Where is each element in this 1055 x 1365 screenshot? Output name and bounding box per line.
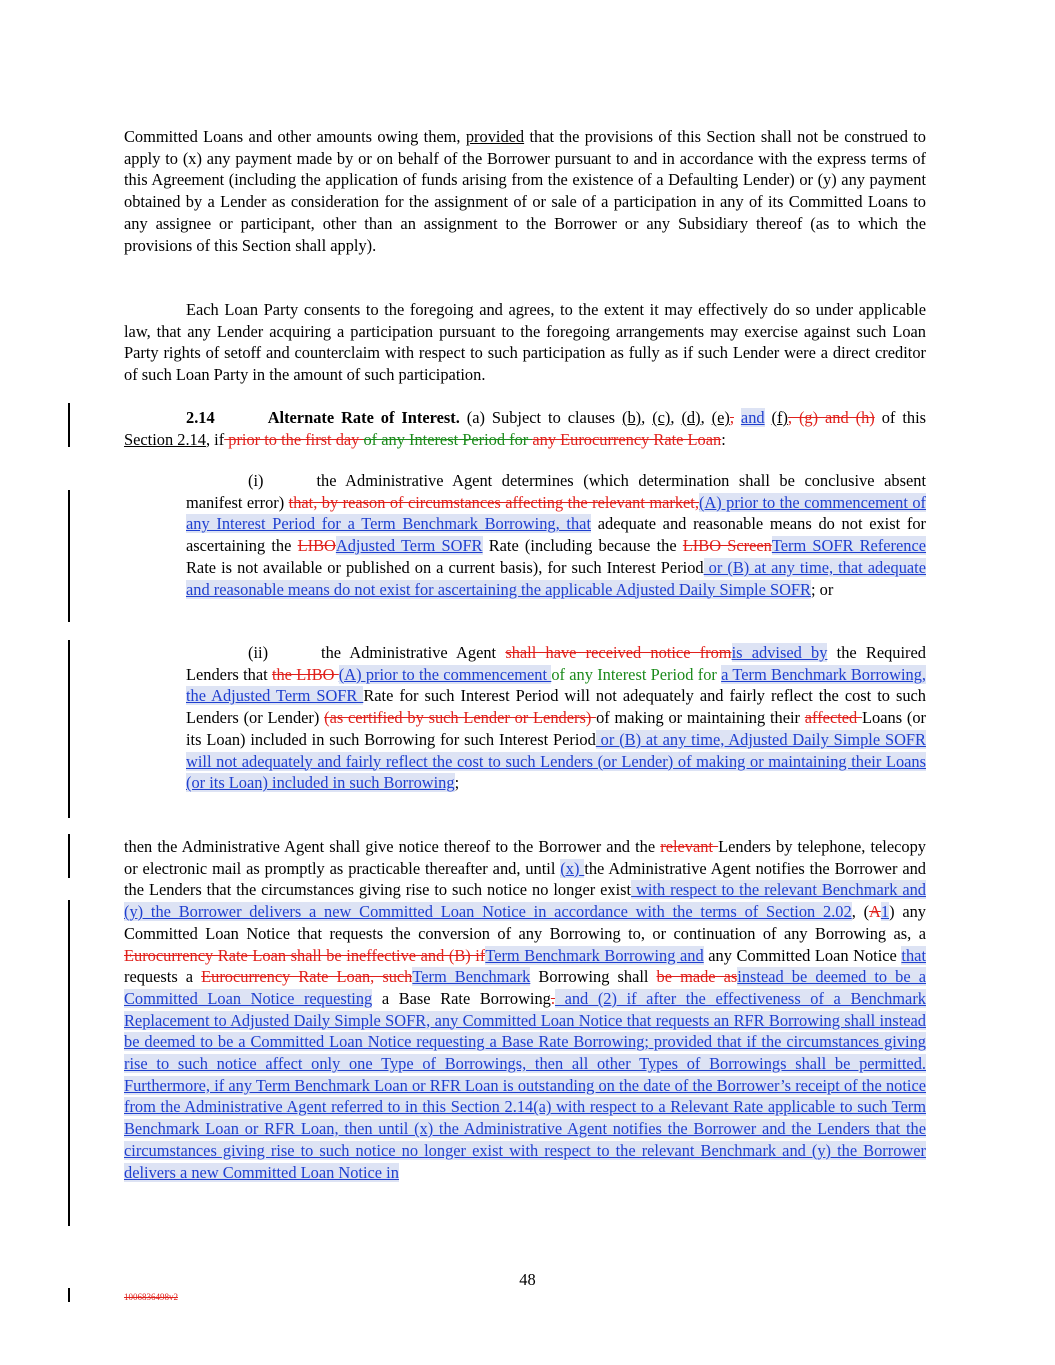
deletion: prior to the first day <box>224 429 364 449</box>
insertion: (A) prior to the commencement <box>338 664 552 684</box>
insertion: or (B) at any time, Adjusted Daily Simple SOFR will not adequately and fairly reflect the cost to such Lenders (or Lender) of making or maintaining their Loans (or its Loan) included in such Borrowing <box>186 729 926 793</box>
deletion: relevant <box>660 837 719 856</box>
deletion: that, by reason of circumstances affecting the relevant market, <box>288 492 699 512</box>
deletion: shall have received notice from <box>505 643 732 662</box>
deletion: A <box>869 902 881 922</box>
deletion: LIBO <box>297 536 336 556</box>
change-bar <box>68 490 70 622</box>
insertion: that <box>901 945 926 965</box>
deletion: , <box>729 408 734 427</box>
insertion: (x) <box>560 858 585 878</box>
insertion: a Term Benchmark Borrowing, the Adjusted Term SOFR <box>186 664 926 706</box>
insertion: Term Benchmark <box>412 967 531 987</box>
section-number: 2.14 <box>186 408 215 427</box>
insertion: Term SOFR Reference <box>771 536 927 556</box>
deletion: affected <box>804 708 863 728</box>
clause-label: (ii) <box>248 643 269 662</box>
deletion: Eurocurrency Rate Loan, such <box>201 967 413 987</box>
insertion: Adjusted Term SOFR <box>335 536 483 556</box>
provided-term: provided <box>465 127 525 146</box>
deletion: , (g) and (h) <box>787 408 875 427</box>
insertion: 1 <box>880 902 890 922</box>
deletion: LIBO Screen <box>682 536 772 556</box>
section-reference: Section 2.14 <box>124 429 206 449</box>
clause-i: (i) the Administrative Agent determines (which determination shall be conclusive absent manifest error) that, by reason of circumstances affecting the relevant market,(A) prior to the commencement of any Interest Period for a Term Benchmark Borrowing, that adequate and reasonable means do not exist for ascertaining the LIBOAdjusted Term SOFR Rate (including because the LIBO ScreenTerm SOFR Reference Rate is not available or published on a current basis), for such Interest Period or (B) at any time, that adequate and reasonable means do not exist for ascertaining the applicable Adjusted Daily Simple SOFR; or <box>186 471 927 599</box>
paragraph-continuation: Committed Loans and other amounts owing them, provided that the provisions of this Section shall not be construed to apply to (x) any payment made by or on behalf of the Borrower pursuant to and in accordance with the express terms of this Agreement (including the application of funds arising from the existence of a Defaulting Lender) or (y) any payment obtained by a Lender as consideration for the assignment of or sale of a participation in any of its Committed Loans to any assignee or participant, other than an assignment to the Borrower or any Subsidiary thereof (as to which the provisions of this Section shall apply). <box>124 127 926 255</box>
section-title: Alternate Rate of Interest. <box>267 408 460 427</box>
change-bar <box>68 640 70 818</box>
insertion: and <box>740 408 765 427</box>
paragraph-notice: then the Administrative Agent shall give notice thereof to the Borrower and the relevant Lenders by telephone, telecopy or electronic mail as promptly as practicable thereafter and, until (x) the Administrative Agent notifies the Borrower and the Lenders that the circumstances giving rise to such notice no longer exist with respect to the relevant Benchmark and (y) the Borrower delivers a new Committed Loan Notice in accordance with the terms of Section 2.02, (A1) any Committed Loan Notice that requests the conversion of any Borrowing to, or continuation of any Borrowing as, a Eurocurrency Rate Loan shall be ineffective and (B) ifTerm Benchmark Borrowing and any Committed Loan Notice that requests a Eurocurrency Rate Loan, suchTerm Benchmark Borrowing shall be made asinstead be deemed to be a Committed Loan Notice requesting a Base Rate Borrowing. and (2) if after the effectiveness of a Benchmark Replacement to Adjusted Daily Simple SOFR, any Committed Loan Notice that requests an RFR Borrowing shall instead be deemed to be a Committed Loan Notice requesting a Base Rate Borrowing; provided that if the circumstances giving rise to such notice affect only one Type of Borrowings, then all other Types of Borrowings shall be permitted. Furthermore, if any Term Benchmark Loan or RFR Loan is outstanding on the date of the Borrower’s receipt of the notice from the Administrative Agent referred to in this Section 2.14(a) with respect to a Relevant Rate applicable to such Term Benchmark Loan or RFR Loan, then until (x) the Administrative Agent notifies the Borrower and the Lenders that the circumstances giving rise to such notice no longer exist with respect to the relevant Benchmark and (y) the Borrower delivers a new Committed Loan Notice in <box>124 837 927 1182</box>
change-bar <box>68 403 70 447</box>
change-bar <box>68 1288 70 1302</box>
deletion: . <box>550 988 555 1008</box>
insertion: or (B) at any time, that adequate and reasonable means do not exist for ascertaining the applicable Adjusted Daily Simple SOFR <box>186 557 926 599</box>
paragraph-consent: Each Loan Party consents to the foregoing and agrees, to the extent it may effectively do so under applicable law, that any Lender acquiring a participation pursuant to the foregoing arrangements may exercise against such Loan Party rights of setoff and counterclaim with respect to such participation as fully as if such Lender were a direct creditor of such Loan Party in the amount of such participation. <box>124 300 926 385</box>
change-bar <box>68 900 70 1226</box>
change-bar <box>68 834 70 878</box>
clause-ii: (ii) the Administrative Agent shall have received notice fromis advised by the Required Lenders that the LIBO (A) prior to the commencement of any Interest Period for a Term Benchmark Borrowing, the Adjusted Term SOFR Rate for such Interest Period will not adequately and fairly reflect the cost to such Lenders (or Lender) (as certified by such Lender or Lenders) of making or maintaining their affected Loans (or its Loan) included in such Borrowing for such Interest Period or (B) at any time, Adjusted Daily Simple SOFR will not adequately and fairly reflect the cost to such Lenders (or Lender) of making or maintaining their Loans (or its Loan) included in such Borrowing; <box>186 643 926 793</box>
insertion: (A) prior to the commencement of any Interest Period for a Term Benchmark Borrowing, that <box>186 492 927 534</box>
document-id: 1006836498v2 <box>124 1292 178 1302</box>
moved-text: of any Interest Period for <box>551 664 722 684</box>
insertion: and (2) if after the effectiveness of a Benchmark Replacement to Adjusted Daily Simple SOFR, any Committed Loan Notice that requests an RFR Borrowing shall instead be deemed to be a Committed Loan Notice requesting a Base Rate Borrowing; provided that if the circumstances giving rise to such notice affect only one Type of Borrowings, then all other Types of Borrowings shall be permitted. Furthermore, if any Term Benchmark Loan or RFR Loan is outstanding on the date of the Borrower’s receipt of the notice from the Administrative Agent referred to in this Section 2.14(a) with respect to a Relevant Rate applicable to such Term Benchmark Loan or RFR Loan, then until (x) the Administrative Agent notifies the Borrower and the Lenders that the circumstances giving rise to such notice no longer exist with respect to the relevant Benchmark and (y) the Borrower delivers a new Committed Loan Notice in <box>124 988 926 1182</box>
deletion: any Eurocurrency Rate Loan <box>532 429 722 449</box>
insertion: with respect to the relevant Benchmark and (y) the Borrower delivers a new Committed Loan Notice in accordance with the terms of Section 2.02 <box>124 880 926 922</box>
insertion: is advised by <box>731 643 828 662</box>
deletion: Eurocurrency Rate Loan shall be ineffective and (B) if <box>124 945 486 965</box>
deletion: (as certified by such Lender or Lenders) <box>324 708 597 728</box>
page-number: 48 <box>519 1270 536 1289</box>
moved-deletion: of any Interest Period for <box>363 429 533 449</box>
insertion: Term Benchmark Borrowing and <box>485 945 704 965</box>
section-2-14-heading: 2.14 Alternate Rate of Interest. (a) Subject to clauses (b), (c), (d), (e), and (f), (g) and (h) of this Section 2.14, if prior to the first day of any Interest Period for any Eurocurrency Rate Loan: <box>124 408 927 449</box>
deletion: the LIBO <box>271 664 339 684</box>
deletion: be made as <box>656 967 738 987</box>
insertion: instead be deemed to be a Committed Loan Notice requesting <box>124 967 926 1008</box>
clause-label: (i) <box>248 471 264 490</box>
